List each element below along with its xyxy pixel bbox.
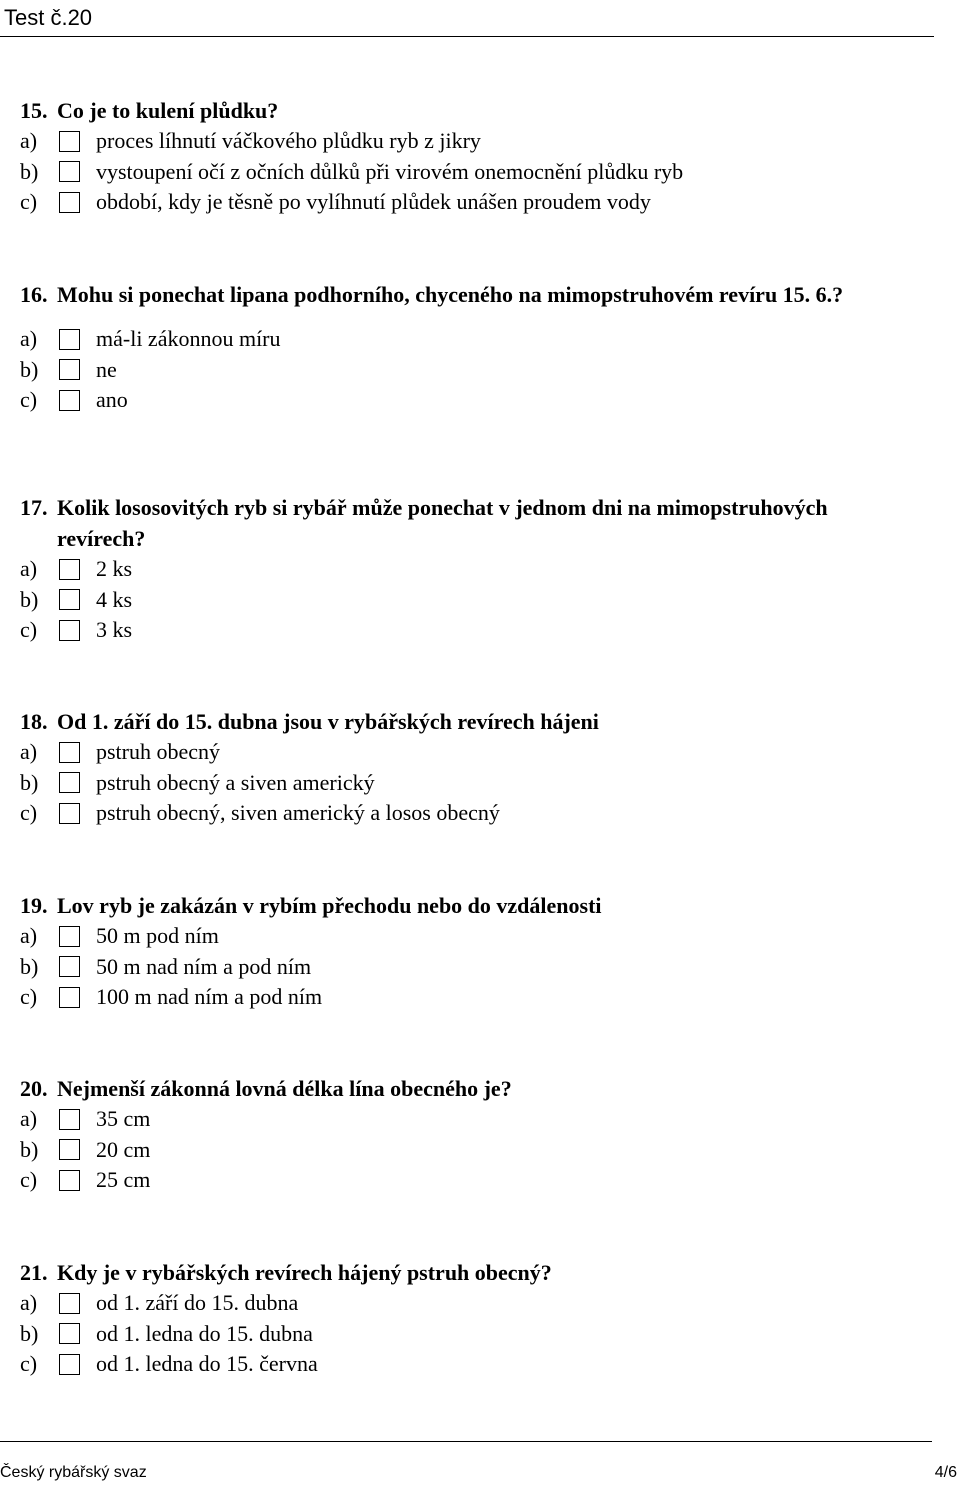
option-text: 100 m nad ním a pod ním [96,984,323,1010]
option-letter: c) [20,984,38,1010]
answer-checkbox[interactable] [59,620,80,641]
question-text: Nejmenší zákonná lovná délka lína obecného je? [57,1076,512,1101]
answer-option[interactable] [20,585,920,616]
answer-option[interactable] [20,952,920,983]
question-number: 19. [20,893,48,918]
option-letter: a) [20,326,38,352]
answer-checkbox[interactable] [59,1170,80,1191]
answer-checkbox[interactable] [59,1139,80,1160]
page-header-title: Test č.20 [4,5,93,30]
answer-option[interactable] [20,554,920,585]
question-text: revírech? [57,526,146,551]
option-letter: c) [20,800,38,826]
answer-option[interactable] [20,1104,920,1135]
option-letter: c) [20,387,38,413]
answer-checkbox[interactable] [59,772,80,793]
option-text: pstruh obecný a siven americký [96,769,375,795]
option-letter: b) [20,356,39,382]
question-block [20,890,920,1013]
question-text: Od 1. září do 15. dubna jsou v rybářských revírech hájeni [57,709,599,734]
answer-checkbox[interactable] [59,390,80,411]
answer-checkbox[interactable] [59,1354,80,1375]
answer-option[interactable] [20,1319,920,1350]
option-text: 20 cm [96,1136,151,1162]
option-letter: a) [20,556,38,582]
answer-checkbox[interactable] [59,131,80,152]
question-number: 15. [20,98,48,123]
option-text: 4 ks [96,586,133,612]
question-number: 21. [20,1260,48,1285]
question-number: 18. [20,709,48,734]
answer-checkbox[interactable] [59,161,80,182]
answer-option[interactable] [20,1288,920,1319]
option-text: má-li zákonnou míru [96,326,281,352]
option-letter: b) [20,1136,39,1162]
answer-checkbox[interactable] [59,192,80,213]
answer-checkbox[interactable] [59,1293,80,1314]
option-letter: a) [20,1106,38,1132]
answer-checkbox[interactable] [59,589,80,610]
option-letter: b) [20,953,39,979]
answer-checkbox[interactable] [59,559,80,580]
option-letter: b) [20,1320,39,1346]
question-text: Kolik lososovitých ryb si rybář může ponechat v jednom dni na mimopstruhových [57,495,828,520]
option-text: 35 cm [96,1106,151,1132]
answer-checkbox[interactable] [59,329,80,350]
answer-checkbox[interactable] [59,1323,80,1344]
answer-option[interactable] [20,385,920,416]
option-text: ano [96,387,128,413]
question-block [20,492,920,646]
question-number: 16. [20,282,48,307]
option-text: 2 ks [96,556,133,582]
option-letter: c) [20,1351,38,1377]
answer-option[interactable] [20,737,920,768]
question-text: Mohu si ponechat lipana podhorního, chyceného na mimopstruhovém revíru 15. 6.? [57,282,844,307]
answer-checkbox[interactable] [59,1109,80,1130]
option-letter: a) [20,923,38,949]
answer-option[interactable] [20,1165,920,1196]
option-letter: a) [20,128,38,154]
answer-option[interactable] [20,982,920,1013]
option-text: od 1. ledna do 15. června [96,1351,318,1377]
option-text: 25 cm [96,1167,151,1193]
answer-option[interactable] [20,187,920,218]
question-block [20,279,920,416]
option-text: od 1. ledna do 15. dubna [96,1320,313,1346]
option-text: pstruh obecný [96,739,221,765]
option-text: 3 ks [96,617,133,643]
answer-option[interactable] [20,768,920,799]
answer-option[interactable] [20,1135,920,1166]
answer-option[interactable] [20,921,920,952]
question-text: Co je to kulení plůdku? [57,98,279,123]
question-block [20,1257,920,1380]
option-letter: c) [20,189,38,215]
option-letter: c) [20,617,38,643]
option-letter: a) [20,739,38,765]
option-text: od 1. září do 15. dubna [96,1290,299,1316]
option-letter: b) [20,158,39,184]
answer-option[interactable] [20,157,920,188]
answer-option[interactable] [20,324,920,355]
option-text: ne [96,356,117,382]
option-letter: a) [20,1290,38,1316]
question-block [20,706,920,829]
question-text: Lov ryb je zakázán v rybím přechodu nebo do vzdálenosti [57,893,602,918]
option-letter: c) [20,1167,38,1193]
answer-checkbox[interactable] [59,359,80,380]
footer-organization: Český rybářský svaz [0,1464,147,1481]
answer-checkbox[interactable] [59,803,80,824]
option-letter: b) [20,769,39,795]
answer-checkbox[interactable] [59,956,80,977]
question-number [20,523,57,554]
answer-checkbox[interactable] [59,742,80,763]
header-divider [0,36,934,37]
answer-option[interactable] [20,355,920,386]
option-text: 50 m pod ním [96,923,219,949]
answer-option[interactable] [20,126,920,157]
question-text: Kdy je v rybářských revírech hájený pstruh obecný? [57,1260,552,1285]
answer-option[interactable] [20,798,920,829]
footer-divider [0,1441,932,1442]
question-block [20,95,920,218]
option-text: proces líhnutí váčkového plůdku ryb z jikry [96,128,481,154]
footer-page-number: 4/6 [934,1464,957,1481]
answer-option[interactable] [20,1349,920,1380]
option-text: vystoupení očí z očních důlků při virovém onemocnění plůdku ryb [96,158,684,184]
question-block [20,1073,920,1196]
answer-checkbox[interactable] [59,926,80,947]
option-letter: b) [20,586,39,612]
option-text: 50 m nad ním a pod ním [96,953,312,979]
question-number: 17. [20,495,48,520]
option-text: pstruh obecný, siven americký a losos obecný [96,800,500,826]
answer-checkbox[interactable] [59,987,80,1008]
answer-option[interactable] [20,615,920,646]
option-text: období, kdy je těsně po vylíhnutí plůdek unášen proudem vody [96,189,651,215]
question-number: 20. [20,1076,48,1101]
